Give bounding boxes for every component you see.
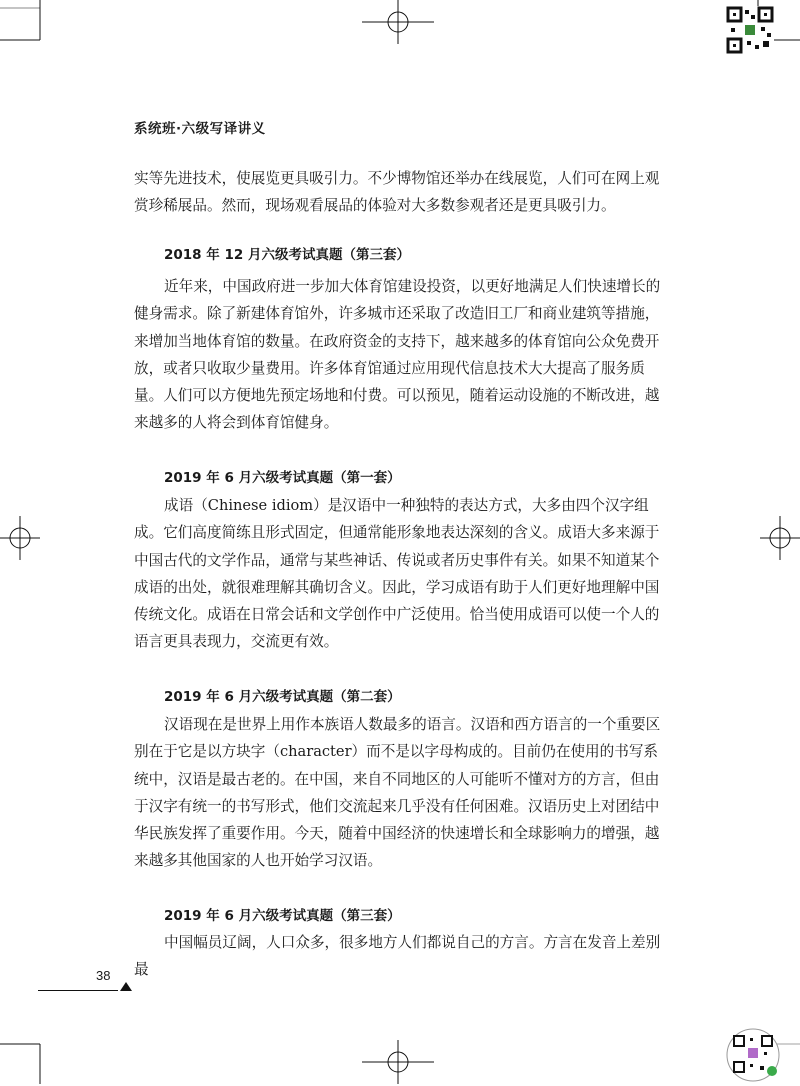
continuation-paragraph bbox=[134, 165, 670, 220]
page-triangle-icon bbox=[120, 982, 132, 991]
footer-rule bbox=[38, 990, 118, 991]
section-body bbox=[134, 711, 670, 875]
page-number: 38 bbox=[96, 968, 111, 983]
qr-code-icon bbox=[726, 6, 774, 54]
section-heading: 2019 年 6 月六级考试真题（第三套） bbox=[164, 908, 401, 924]
paragraph-text: 近年来，中国政府进一步加大体育馆建设投资，以更好地满足人们快速增长的健身需求。除了新建体育馆外，许多城市还采取了改造旧工厂和商业建筑等措施，来增加当地体育馆的数量。在政府资金的支持下，越来越多的体育馆向公众免费开放，或者只收取少量费用。许多体育馆通过应用现代信息技术大大提高了服务质量。人们可以方便地先预定场地和付费。可以预见，随着运动设施的不断改进，越来越多的人将会到体育馆健身。 bbox=[134, 278, 661, 432]
running-header: 系统班·六级写译讲义 bbox=[134, 121, 266, 137]
section-body bbox=[134, 929, 670, 984]
section-body bbox=[134, 273, 670, 437]
paragraph-text: 汉语现在是世界上用作本族语人数最多的语言。汉语和西方语言的一个重要区别在于它是以方块字（character）而不是以字母构成的。目前仍在使用的书写系统中，汉语是最古老的。在中国，来自不同地区的人可能听不懂对方的方言，但由于汉字有统一的书写形式，他们交流起来几乎没有任何困难。汉语历史上对团结中华民族发挥了重要作用。今天，随着中国经济的快速增长和全球影响力的增强，越来越多其他国家的人也开始学习汉语。 bbox=[134, 716, 661, 870]
paragraph-text: 成语（Chinese idiom）是汉语中一种独特的表达方式，大多由四个汉字组成。它们高度简练且形式固定，但通常能形象地表达深刻的含义。成语大多来源于中国古代的文学作品，通常与某些神话、传说或者历史事件有关。如果不知道某个成语的出处，就很难理解其确切含义。因此，学习成语有助于人们更好地理解中国传统文化。成语在日常会话和文学创作中广泛使用。恰当使用成语可以使一个人的语言更具表现力，交流更有效。 bbox=[134, 497, 660, 651]
qr-code-icon bbox=[724, 1026, 782, 1082]
paragraph-text: 中国幅员辽阔，人口众多，很多地方人们都说自己的方言。方言在发音上差别最 bbox=[134, 934, 661, 979]
section-heading: 2019 年 6 月六级考试真题（第二套） bbox=[164, 689, 401, 705]
section-heading: 2019 年 6 月六级考试真题（第一套） bbox=[164, 470, 401, 486]
section-body bbox=[134, 492, 670, 656]
section-heading: 2018 年 12 月六级考试真题（第三套） bbox=[164, 247, 410, 263]
paragraph-text: 实等先进技术，使展览更具吸引力。不少博物馆还举办在线展览，人们可在网上观赏珍稀展品。然而，现场观看展品的体验对大多数参观者还是更具吸引力。 bbox=[134, 170, 660, 215]
